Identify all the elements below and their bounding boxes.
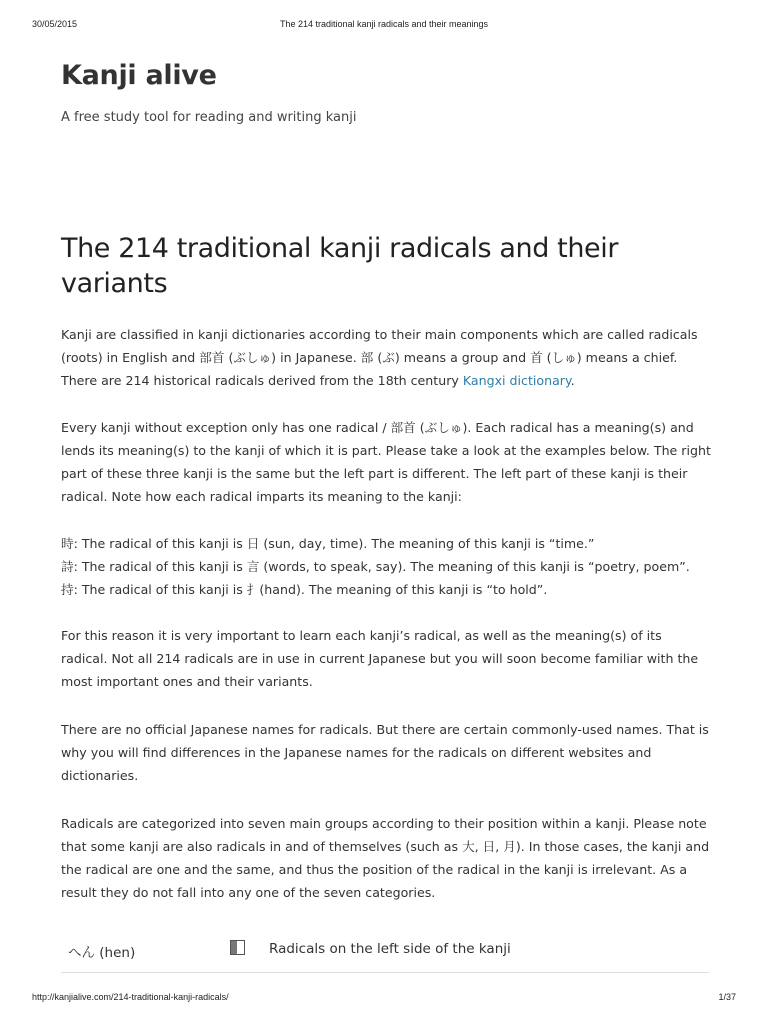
paragraph-importance: For this reason it is very important to learn each kanji’s radical, as well as the meaning(s) of its radical. Not all 214 radicals are in use in current Japanese but you will soon become familiar with the most important ones and their variants.	[61, 628, 699, 689]
kanji-example-row: 時: The radical of this kanji is 日 (sun, day, time). The meaning of this kanji is “time.”	[61, 536, 595, 551]
paragraph-intro-text: Kanji are classified in kanji dictionaries according to their main components which are called radicals (roots) in English and 部首 (ぶしゅ) in Japanese. 部 (ぶ) means a group and 首 (しゅ) means a chief. There are 214 historical radicals derived from the 18th century	[61, 327, 698, 388]
kanji-example-row: 持: The radical of this kanji is 扌(hand). The meaning of this kanji is “to hold”.	[61, 582, 548, 597]
kanji-example-row: 詩: The radical of this kanji is 言 (words, to speak, say). The meaning of this kanji is “poetry, poem”.	[61, 559, 690, 574]
paragraph-intro-end: .	[570, 373, 575, 388]
paragraph-intro	[61, 323, 711, 392]
site-title[interactable]: Kanji alive	[61, 60, 217, 91]
category-name: へん (hen)	[68, 945, 136, 961]
print-doc-title: The 214 traditional kanji radicals and their meanings	[279, 19, 489, 29]
kanji-examples	[61, 532, 711, 601]
kangxi-dictionary-link[interactable]: Kangxi dictionary	[462, 373, 571, 388]
category-row-hen	[61, 938, 709, 973]
paragraph-categories: Radicals are categorized into seven main groups according to their position within a kanji. Please note that some kanji are also radicals in and of themselves (such as 大, 日, 月). In those cases, the kanji and the radical are one and the same, and thus the position of the radical in the kanji is irrelevant. As a result they do not fall into any one of the seven categories.	[61, 816, 710, 900]
radical-left-icon	[230, 940, 245, 955]
paragraph-names: There are no official Japanese names for radicals. But there are certain commonly-used names. That is why you will find differences in the Japanese names for the radicals on different websites and dictionaries.	[61, 722, 709, 783]
print-date: 30/05/2015	[32, 19, 78, 29]
paragraph-radical-explanation: Every kanji without exception only has one radical / 部首 (ぶしゅ). Each radical has a meaning(s) and lends its meaning(s) to the kanji of which it is part. Please take a look at the examples below. The right part of these three kanji is the same but the left part is different. The left part of these kanji is their radical. Note how each radical imparts its meaning to the kanji:	[61, 420, 711, 504]
article-title: The 214 traditional kanji radicals and their variants	[61, 233, 619, 299]
print-url: http://kanjialive.com/214-traditional-kanji-radicals/	[32, 992, 229, 1002]
print-page-number: 1/37	[718, 992, 736, 1002]
category-description: Radicals on the left side of the kanji	[269, 941, 511, 957]
site-tagline: A free study tool for reading and writing kanji	[61, 110, 357, 125]
